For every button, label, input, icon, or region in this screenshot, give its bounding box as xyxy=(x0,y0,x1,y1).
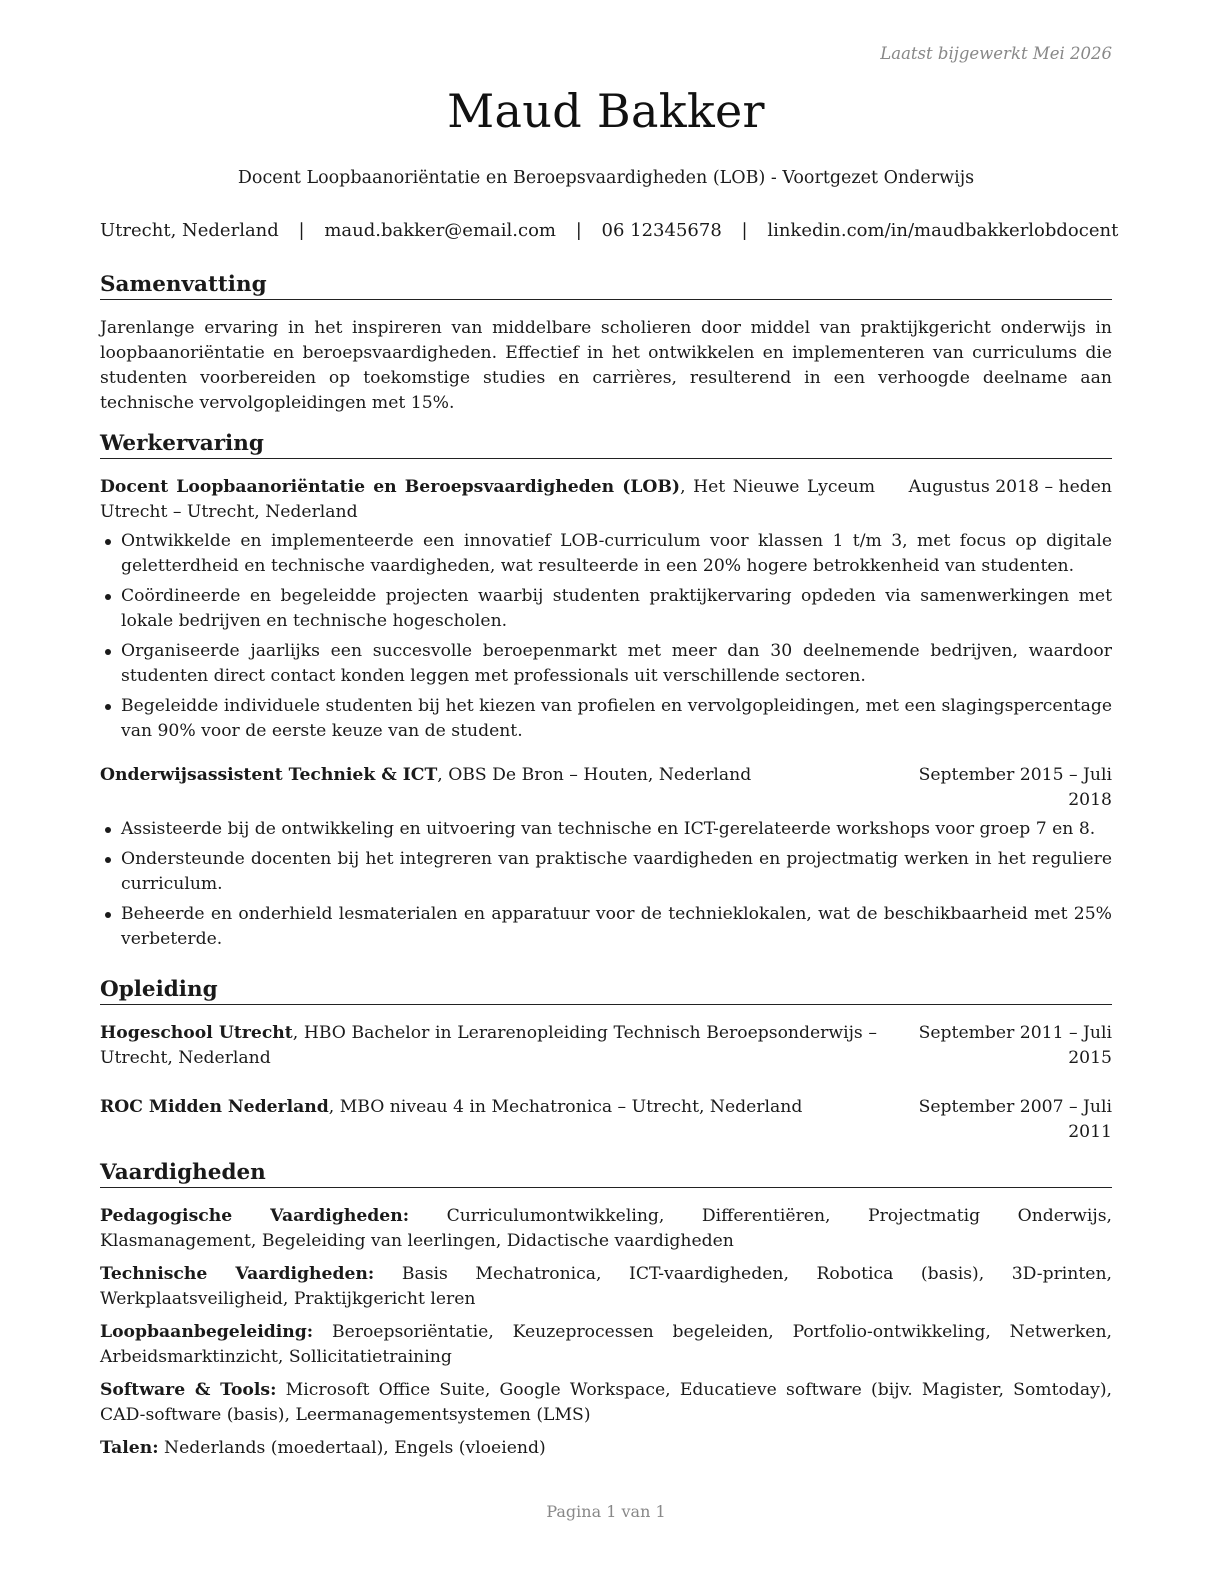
contact-linkedin[interactable]: linkedin.com/in/maudbakkerlobdocent xyxy=(767,220,1119,241)
skill-label: Pedagogische Vaardigheden: xyxy=(100,1206,410,1226)
skill-text: Beroepsoriëntatie, Keuzeprocessen begeleiden, Portfolio-ontwikkeling, Netwerken, Arbeidsmarktinzicht, Sollicitatietraining xyxy=(100,1322,1112,1367)
contact-separator: | xyxy=(741,220,748,241)
section-title: Samenvatting xyxy=(100,272,1112,300)
section-title: Opleiding xyxy=(100,977,1112,1005)
experience-section xyxy=(100,431,1112,957)
skill-row xyxy=(100,1262,1112,1312)
skill-row xyxy=(100,1320,1112,1370)
skill-text: Nederlands (moedertaal), Engels (vloeiend) xyxy=(158,1438,546,1458)
summary-section xyxy=(100,272,1112,416)
contact-phone[interactable]: 06 12345678 xyxy=(601,220,722,241)
skill-label: Software & Tools: xyxy=(100,1380,277,1400)
education-detail: , MBO niveau 4 in Mechatronica – Utrecht, Nederland xyxy=(328,1097,803,1117)
skill-label: Loopbaanbegeleiding: xyxy=(100,1322,314,1342)
page-number: Pagina 1 van 1 xyxy=(546,1502,666,1521)
job-bullet: Assisteerde bij de ontwikkeling en uitvoering van technische en ICT-gerelateerde workshops voor groep 7 en 8. xyxy=(100,817,1112,842)
education-school: Hogeschool Utrecht xyxy=(100,1023,293,1043)
job-entry xyxy=(100,763,1112,952)
contact-email[interactable]: maud.bakker@email.com xyxy=(324,220,556,241)
job-bullet: Ondersteunde docenten bij het integreren van praktische vaardigheden en projectmatig werken in het reguliere curriculum. xyxy=(100,847,1112,897)
job-header xyxy=(100,475,1112,525)
job-org: , OBS De Bron – Houten, Nederland xyxy=(437,765,752,785)
education-line xyxy=(100,1021,877,1071)
job-org: , Het Nieuwe Lyceum Utrecht – Utrecht, Nederland xyxy=(100,477,875,522)
job-bullet: Organiseerde jaarlijks een succesvolle beroepenmarkt met meer dan 30 deelnemende bedrijven, waardoor studenten direct contact konden leggen met professionals uit verschillende sectoren. xyxy=(100,639,1112,689)
skill-text: Basis Mechatronica, ICT-vaardigheden, Robotica (basis), 3D-printen, Werkplaatsveiligheid, Praktijkgericht leren xyxy=(100,1264,1112,1309)
last-updated-note: Laatst bijgewerkt Mei 2026 xyxy=(880,44,1112,63)
job-role: Onderwijsassistent Techniek & ICT xyxy=(100,765,438,785)
contact-line xyxy=(100,220,1119,241)
education-dates: September 2011 – Juli 2015 xyxy=(918,1023,1112,1068)
job-bullet: Begeleidde individuele studenten bij het kiezen van profielen en vervolgopleidingen, met een slagingspercentage van 90% voor de eerste keuze van de student. xyxy=(100,694,1112,744)
skill-label: Talen: xyxy=(100,1438,159,1458)
job-bullets xyxy=(100,817,1112,952)
job-subtitle: Docent Loopbaanoriëntatie en Beroepsvaardigheden (LOB) - Voortgezet Onderwijs xyxy=(237,168,975,188)
skill-row xyxy=(100,1378,1112,1428)
job-bullets xyxy=(100,529,1112,744)
job-role: Docent Loopbaanoriëntatie en Beroepsvaardigheden (LOB) xyxy=(100,477,681,497)
section-title: Werkervaring xyxy=(100,431,1112,459)
job-dates: September 2015 – Juli 2018 xyxy=(918,765,1112,810)
contact-location: Utrecht, Nederland xyxy=(100,220,279,241)
education-section xyxy=(100,977,1112,1145)
education-line xyxy=(100,1095,877,1120)
job-dates: Augustus 2018 – heden xyxy=(908,477,1112,497)
skills-section xyxy=(100,1160,1112,1469)
person-name: Maud Bakker xyxy=(447,84,765,138)
job-header xyxy=(100,763,1112,813)
education-detail: , HBO Bachelor in Lerarenopleiding Technisch Beroepsonderwijs – Utrecht, Nederland xyxy=(100,1023,877,1068)
skill-text: Curriculumontwikkeling, Differentiëren, Projectmatig Onderwijs, Klasmanagement, Begeleiding van leerlingen, Didactische vaardigheden xyxy=(100,1206,1113,1251)
job-entry xyxy=(100,475,1112,744)
education-school: ROC Midden Nederland xyxy=(100,1097,329,1117)
summary-text: Jarenlange ervaring in het inspireren van middelbare scholieren door middel van praktijkgericht onderwijs in loopbaanoriëntatie en beroepsvaardigheden. Effectief in het ontwikkelen en implementeren van curriculums die studenten voorbereiden op toekomstige studies en carrières, resulterend in een verhoogde deelname aan technische vervolgopleidingen met 15%. xyxy=(100,318,1112,413)
skill-label: Technische Vaardigheden: xyxy=(100,1264,375,1284)
section-title: Vaardigheden xyxy=(100,1160,1112,1188)
job-title-line xyxy=(100,475,875,525)
job-bullet: Coördineerde en begeleidde projecten waarbij studenten praktijkervaring opdeden via samenwerkingen met lokale bedrijven en technische hogescholen. xyxy=(100,584,1112,634)
skill-row xyxy=(100,1204,1112,1254)
job-bullet: Beheerde en onderhield lesmaterialen en apparatuur voor de technieklokalen, wat de beschikbaarheid met 25% verbeterde. xyxy=(100,902,1112,952)
education-entry xyxy=(100,1095,1112,1145)
education-entry xyxy=(100,1021,1112,1071)
contact-separator: | xyxy=(298,220,305,241)
skill-text: Microsoft Office Suite, Google Workspace, Educatieve software (bijv. Magister, Somtoday), CAD-software (basis), Leermanagementsystemen (LMS) xyxy=(100,1380,1112,1425)
skill-row xyxy=(100,1436,1112,1461)
education-dates: September 2007 – Juli 2011 xyxy=(918,1097,1112,1142)
job-bullet: Ontwikkelde en implementeerde een innovatief LOB-curriculum voor klassen 1 t/m 3, met focus op digitale geletterdheid en technische vaardigheden, wat resulteerde in een 20% hogere betrokkenheid van studenten. xyxy=(100,529,1112,579)
contact-separator: | xyxy=(575,220,582,241)
skills-list xyxy=(100,1204,1112,1461)
job-title-line xyxy=(100,763,877,788)
